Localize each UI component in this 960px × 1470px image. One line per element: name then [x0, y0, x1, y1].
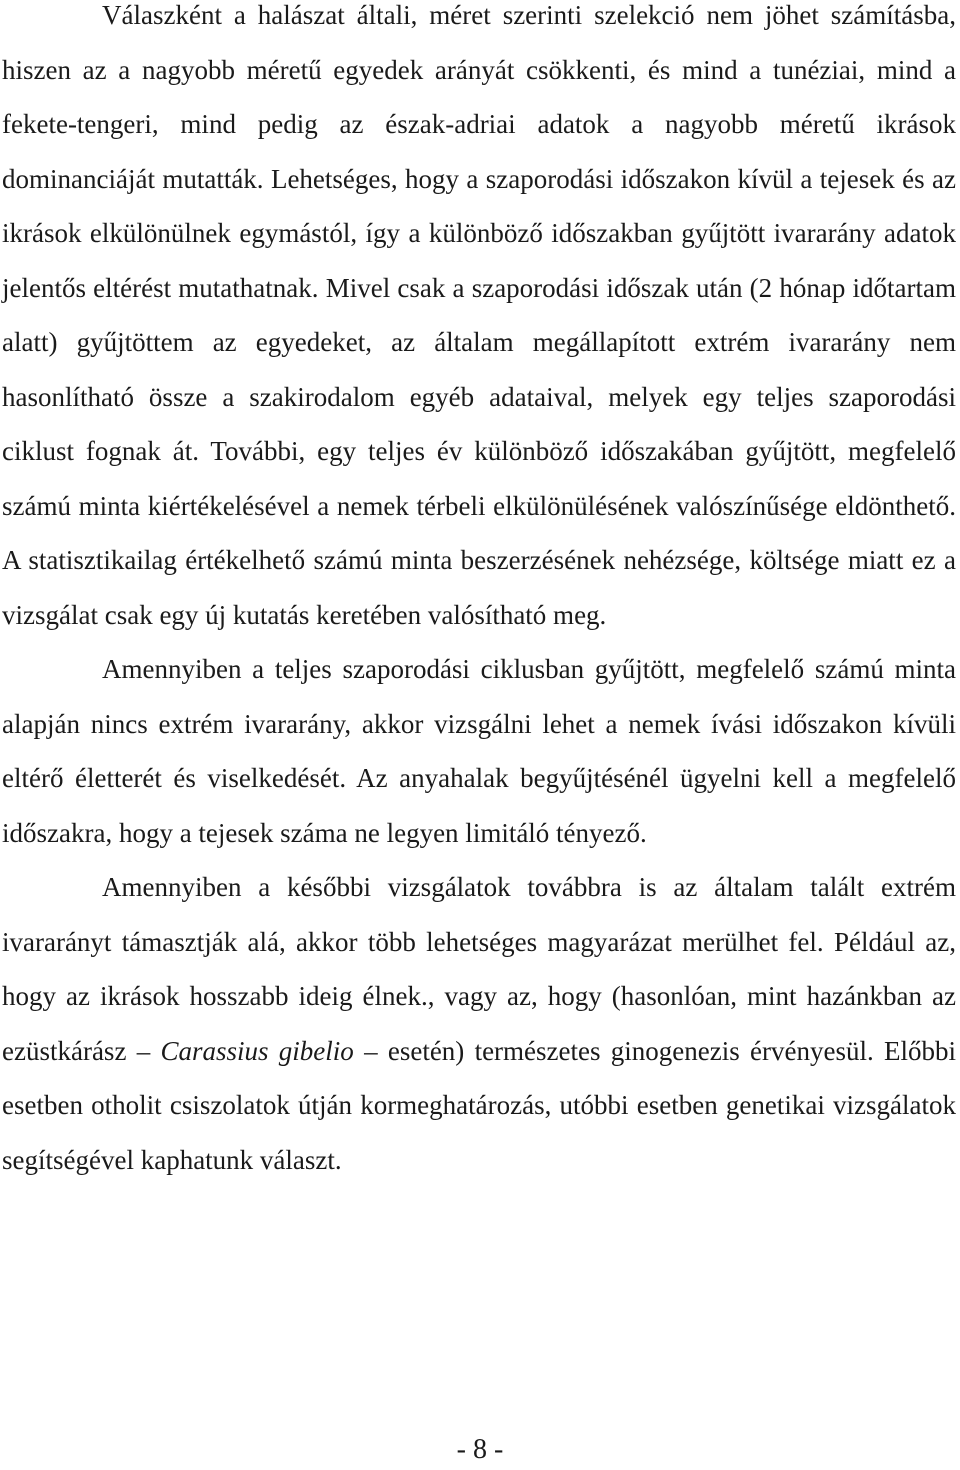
- paragraph-3-text-after: – esetén) természetes ginogenezis érvényesül. Előbbi esetben otholit csiszolatok útján kormeghatározás, utóbbi esetben genetikai vizsgálatok segítségével kaphatunk választ.: [2, 1035, 956, 1175]
- species-name: Carassius gibelio: [160, 1035, 354, 1066]
- document-body: [2, 0, 956, 1187]
- paragraph-1: Válaszként a halászat általi, méret szerinti szelekció nem jöhet számításba, hiszen az a nagyobb méretű egyedek arányát csökkenti, és mind a tunéziai, mind a fekete-tengeri, mind pedig az észak-adriai adatok a nagyobb méretű ikrások dominanciáját mutatták. Lehetséges, hogy a szaporodási időszakon kívül a tejesek és az ikrások elkülönülnek egymástól, így a különböző időszakban gyűjtött ivararány adatok jelentős eltérést mutathatnak. Mivel csak a szaporodási időszak után (2 hónap időtartam alatt) gyűjtöttem az egyedeket, az általam megállapított extrém ivararány nem hasonlítható össze a szakirodalom egyéb adataival, melyek egy teljes szaporodási ciklust fognak át. További, egy teljes év különböző időszakában gyűjtött, megfelelő számú minta kiértékelésével a nemek térbeli elkülönülésének valószínűsége eldönthető. A statisztikailag értékelhető számú minta beszerzésének nehézsége, költsége miatt ez a vizsgálat csak egy új kutatás keretében valósítható meg.: [2, 0, 956, 630]
- page-number: - 8 -: [456, 1434, 504, 1465]
- paragraph-3-text-before: Amennyiben a későbbi vizsgálatok továbbra is az általam talált extrém ivararányt támasztják alá, akkor több lehetséges magyarázat merülhet fel. Például az, hogy az ikrások hosszabb ideig élnek., vagy az, hogy (hasonlóan, mint hazánkban az ezüstkárász –: [2, 872, 956, 1066]
- paragraph-3: [2, 860, 956, 1187]
- paragraph-2: Amennyiben a teljes szaporodási ciklusban gyűjtött, megfelelő számú minta alapján nincs extrém ivararány, akkor vizsgálni lehet a nemek ívási időszakon kívüli eltérő életterét és viselkedését. Az anyahalak begyűjtésénél ügyelni kell a megfelelő időszakra, hogy a tejesek száma ne legyen limitáló tényező.: [2, 654, 956, 848]
